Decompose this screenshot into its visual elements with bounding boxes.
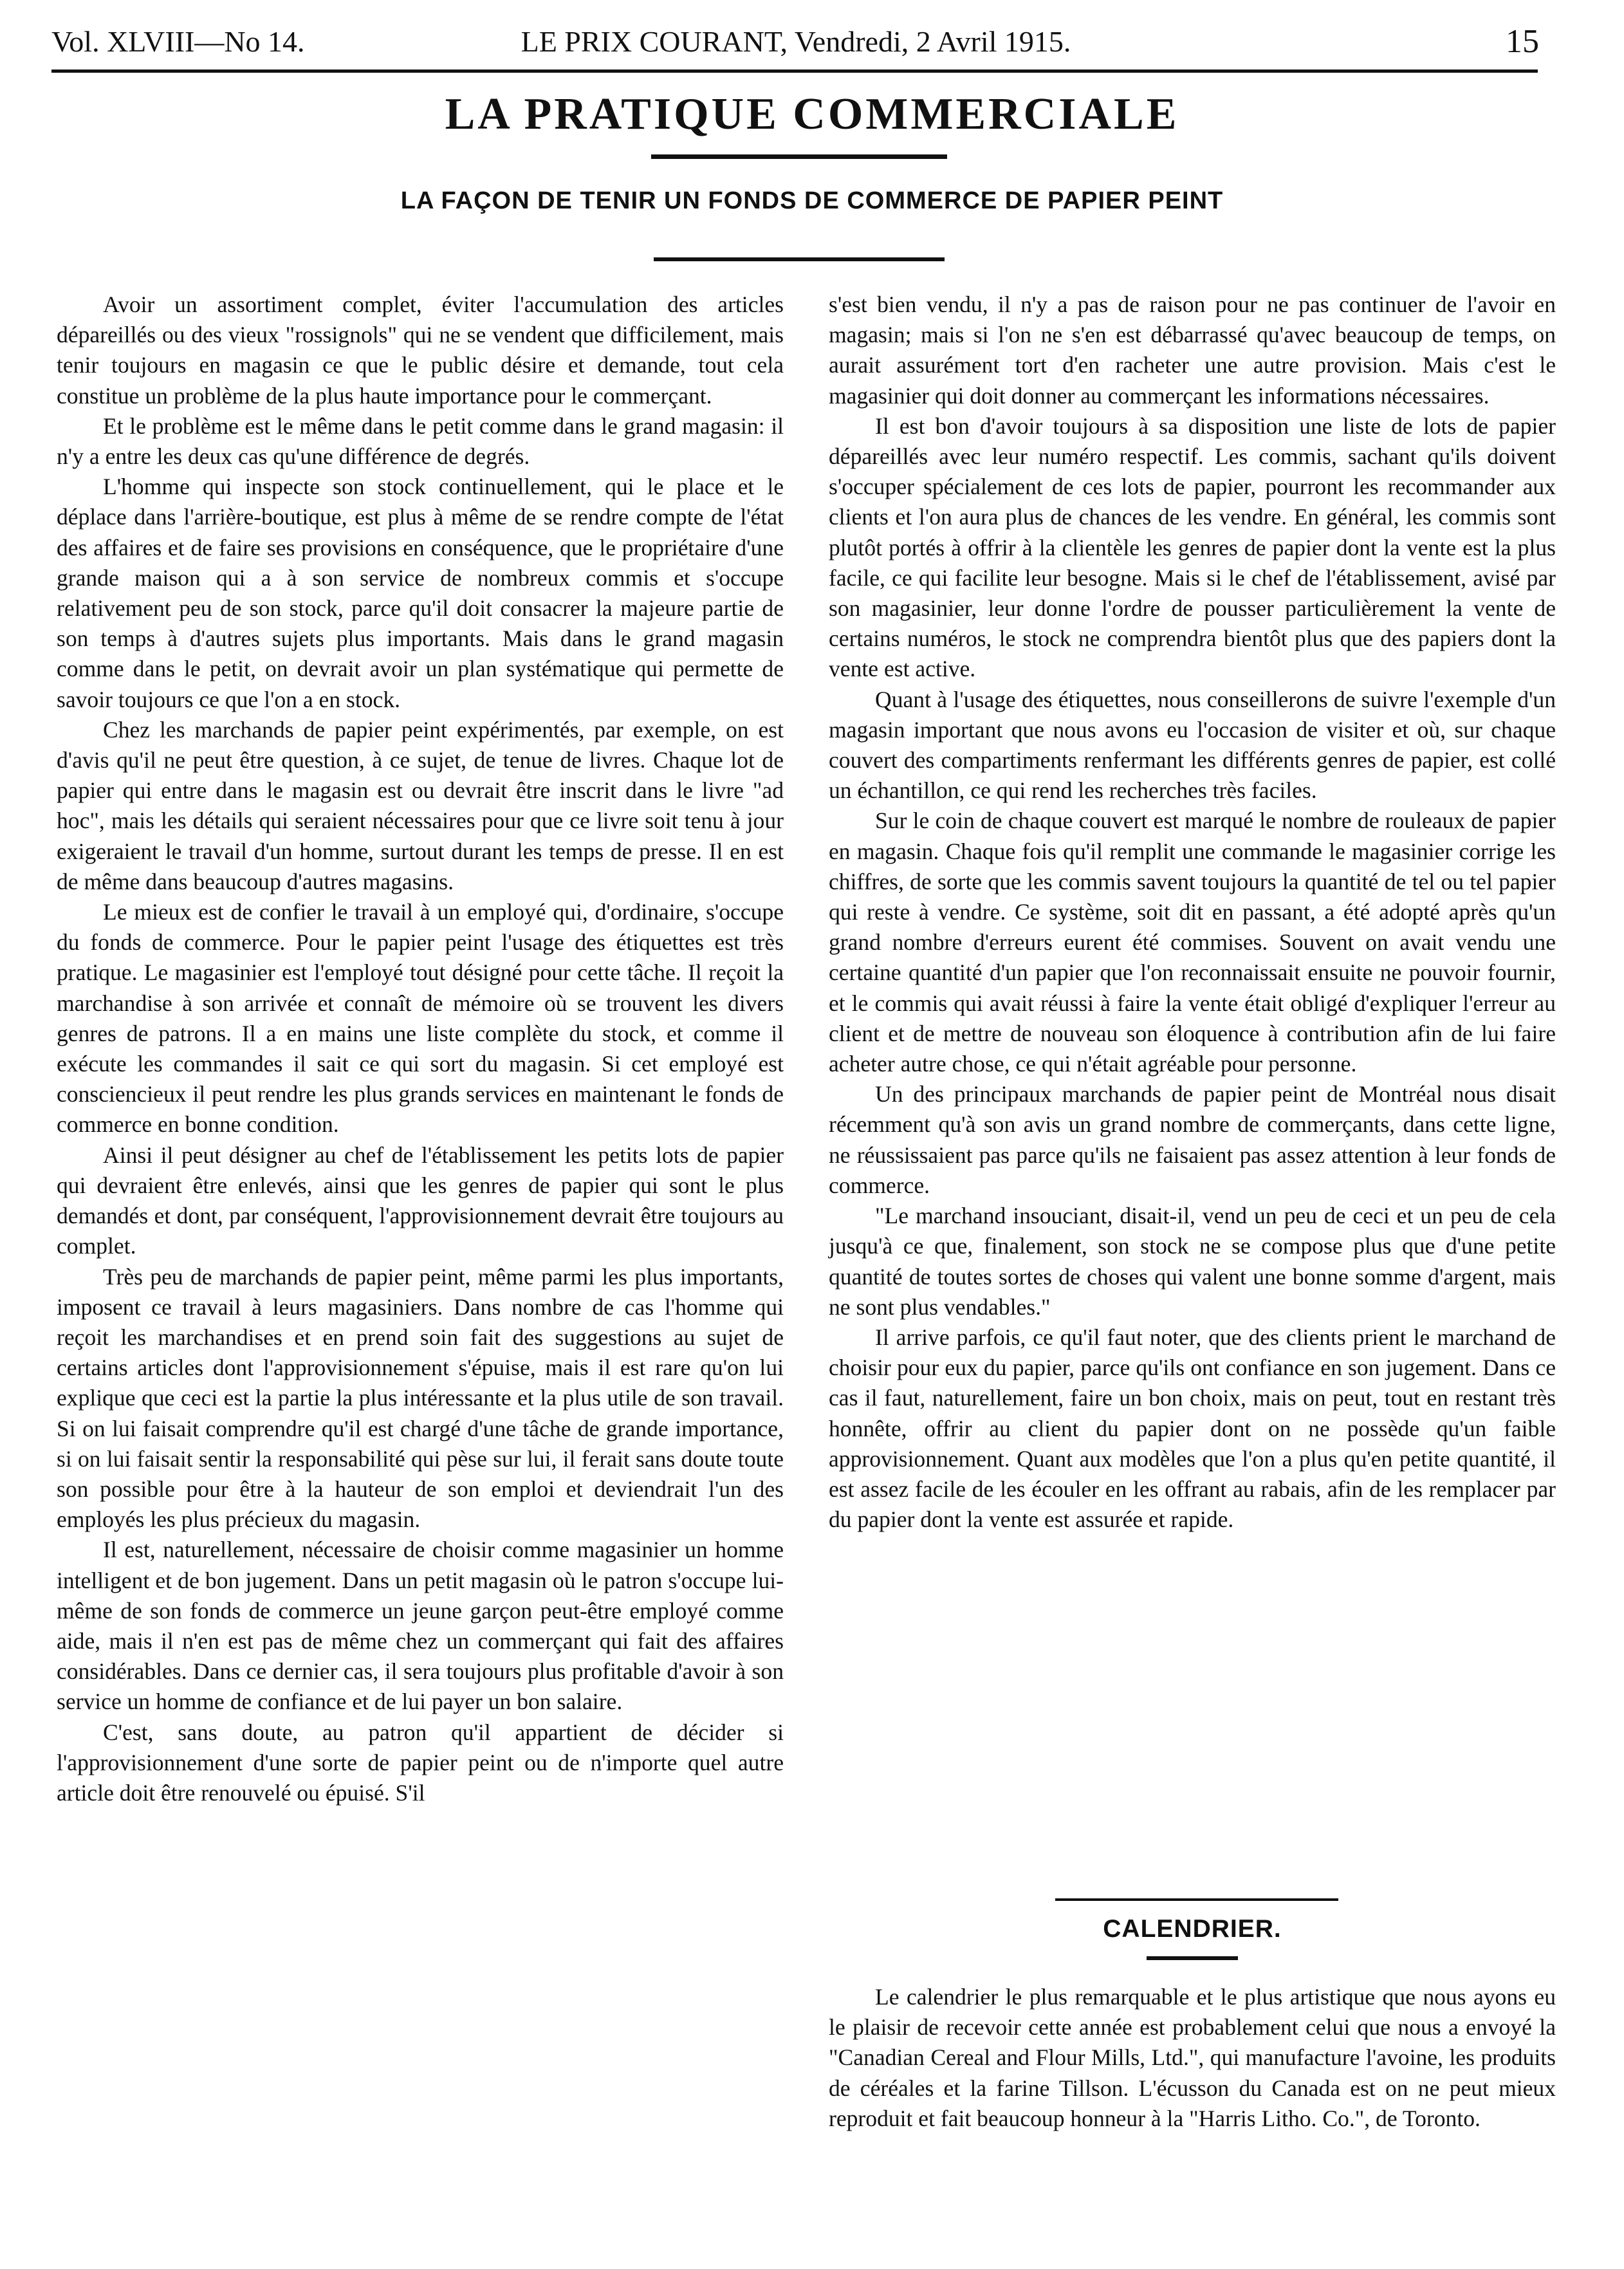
volume-number: Vol. XLVIII—No 14. bbox=[51, 25, 305, 58]
paragraph: Le mieux est de confier le travail à un employé qui, d'ordinaire, s'occupe du fonds de commerce. Pour le papier peint l'usage des étiquettes est très pratique. Le magasinier est l'employé tout désigné pour cette tâche. Il reçoit la marchandise à son arrivée et connaît de mémoire où se trouvent les divers genres de patrons. Il a en mains une liste complète du stock, et comme il exécute les commandes il sait ce qui sort du magasin. Si cet employé est consciencieux il peut rendre les plus grands services en maintenant le fonds de commerce en bonne condition. bbox=[57, 899, 784, 1138]
paragraph: "Le marchand insouciant, disait-il, vend un peu de ceci et un peu de cela jusqu'à ce que, finalement, son stock ne se compose plus que d'une petite quantité de toutes sortes de choses qui valent une bonne somme d'argent, mais ne sont plus vendables." bbox=[829, 1203, 1556, 1320]
article-title: LA FAÇON DE TENIR UN FONDS DE COMMERCE DE PAPIER PEINT bbox=[400, 187, 1224, 214]
column-end-rule bbox=[1055, 1898, 1338, 1901]
paragraph: L'homme qui inspecte son stock continuellement, qui le place et le déplace dans l'arrière-boutique, est plus à même de se rendre compte de l'état des affaires et de faire ses provisions en conséquence, que le propriétaire d'une grande maison qui a à son service de nombreux commis et s'occupe relativement peu de son stock, parce qu'il doit consacrer la majeure partie de son temps à d'autres sujets plus importants. Mais dans le grand magasin comme dans le petit, on devrait avoir un plan systématique qui permette de savoir toujours ce que l'on a en stock. bbox=[57, 474, 784, 712]
paragraph: Un des principaux marchands de papier peint de Montréal nous disait récemment qu'à son avis un grand nombre de commerçants, dans cette ligne, ne réussissaient pas parce qu'ils ne faisaient pas assez attention à leur fonds de commerce. bbox=[829, 1081, 1556, 1198]
paragraph: Très peu de marchands de papier peint, même parmi les plus importants, imposent ce travail à leurs magasiniers. Dans nombre de cas l'homme qui reçoit les marchandises et en prend soin fait des suggestions au sujet de certains articles dont l'approvisionnement s'épuise, mais il est rare qu'on lui explique que ceci est la partie la plus intéressante et la plus utile de son travail. Si on lui faisait comprendre qu'il est chargé d'une tâche de grande importance, si on lui faisait sentir la responsabilité qui pèse sur lui, il ferait sans doute toute son possible pour être à la hauteur de son emploi et deviendrait l'un des employés les plus précieux du magasin. bbox=[57, 1263, 784, 1533]
section-title: LA PRATIQUE COMMERCIALE bbox=[445, 89, 1179, 139]
paragraph: Avoir un assortiment complet, éviter l'accumulation des articles dépareillés ou des vieux "rossignols" qui ne se vendent que difficilement, mais tenir toujours en magasin ce que le public désire et demande, tout cela constitue un problème de la plus haute importance pour le commerçant. bbox=[57, 292, 784, 409]
paragraph: C'est, sans doute, au patron qu'il appartient de décider si l'approvisionnement d'une sorte de papier peint ou de n'importe quel autre article doit être renouvelé ou épuisé. S'il bbox=[57, 1719, 784, 1806]
masthead: LE PRIX COURANT, Vendredi, 2 Avril 1915. bbox=[521, 25, 1071, 58]
paragraph: Quant à l'usage des étiquettes, nous conseillerons de suivre l'exemple d'un magasin important que nous avons eu l'occasion de visiter et où, sur chaque couvert des compartiments renfermant les différents genres de papier, est collé un échantillon, ce qui rend les recherches très faciles. bbox=[829, 686, 1556, 804]
calendrier-title-rule bbox=[1147, 1956, 1238, 1960]
paragraph: Chez les marchands de papier peint expérimentés, par exemple, on est d'avis qu'il ne peut être question, à ce sujet, de tenue de livres. Chaque lot de papier qui entre dans le magasin est ou devrait être inscrit dans le livre "ad hoc", mais les détails qui seraient nécessaires pour que ce livre soit tenu à jour exigeraient le travail d'un homme, surtout durant les temps de presse. Il en est de même dans beaucoup d'autres magasins. bbox=[57, 716, 784, 894]
paragraph: Ainsi il peut désigner au chef de l'établissement les petits lots de papier qui devraient être enlevés, ainsi que les genres de papier qui sont le plus demandés et dont, par conséquent, l'approvisionnement devrait être toujours au complet. bbox=[57, 1142, 784, 1259]
paragraph: Et le problème est le même dans le petit comme dans le grand magasin: il n'y a entre les deux cas qu'une différence de degrés. bbox=[57, 412, 784, 470]
article-column-left bbox=[57, 290, 784, 1808]
paragraph: Sur le coin de chaque couvert est marqué le nombre de rouleaux de papier en magasin. Chaque fois qu'il remplit une commande le magasinier corrige les chiffres, de sorte que les commis savent toujours la quantité de tel ou tel papier qui reste à vendre. Ce système, soit dit en passant, a été adopté après qu'un grand nombre d'erreurs eurent été commises. Souvent on avait vendu une certaine quantité d'un papier que l'on reconnaissait ensuite ne pouvoir fournir, et le commis qui avait réussi à faire la vente était obligé d'expliquer l'erreur au client et de mettre de nouveau son éloquence à contribution afin de lui faire acheter autre chose, ce qui n'était agréable pour personne. bbox=[829, 808, 1556, 1077]
paragraph: s'est bien vendu, il n'y a pas de raison pour ne pas continuer de l'avoir en magasin; mais si l'on ne s'en est débarrassé qu'avec beaucoup de temps, on aurait assurément tort d'en racheter une autre provision. Mais c'est le magasinier qui doit donner au commerçant les informations nécessaires. bbox=[829, 292, 1556, 409]
page-number: 15 bbox=[1506, 23, 1539, 60]
paragraph: Le calendrier le plus remarquable et le plus artistique que nous ayons eu le plaisir de recevoir cette année est probablement celui que nous a envoyé la "Canadian Cereal and Flour Mills, Ltd.", qui manufacture l'avoine, les produits de céréales et la farine Tillson. L'écusson du Canada est on ne peut mieux reproduit et fait beaucoup honneur à la "Harris Litho. Co.", de Toronto. bbox=[829, 1984, 1556, 2131]
header-rule bbox=[51, 69, 1538, 73]
paragraph: Il est, naturellement, nécessaire de choisir comme magasinier un homme intelligent et de bon jugement. Dans un petit magasin où le patron s'occupe lui-même de son fonds de commerce un jeune garçon peut-être employé comme aide, mais il n'en est pas de même chez un commerçant qui fait des affaires considérables. Dans ce dernier cas, il sera toujours plus profitable d'avoir à son service un homme de confiance et de lui payer un bon salaire. bbox=[57, 1537, 784, 1715]
calendrier-title: CALENDRIER. bbox=[1103, 1915, 1282, 1943]
article-column-right bbox=[829, 290, 1556, 1535]
section-title-rule bbox=[651, 154, 947, 159]
paragraph: Il arrive parfois, ce qu'il faut noter, que des clients prient le marchand de choisir pour eux du papier, parce qu'ils ont confiance en son jugement. Dans ce cas il faut, naturellement, faire un bon choix, mais on peut, tout en restant très honnête, offrir au client du papier dont on ne possède qu'un faible approvisionnement. Quant aux modèles que l'on a plus qu'en petite quantité, il est assez facile de les écouler en les offrant au rabais, afin de les remplacer par du papier dont la vente est assurée et rapide. bbox=[829, 1324, 1556, 1533]
paragraph: Il est bon d'avoir toujours à sa disposition une liste de lots de papier dépareillés avec leur numéro respectif. Les commis, sachant qu'ils doivent s'occuper spécialement de ces lots de papier, pourront les recommander aux clients et l'on aura plus de chances de les vendre. En général, les commis sont plutôt portés à offrir à la clientèle les genres de papier dont la vente est la plus facile, ce qui facilite leur besogne. Mais si le chef de l'établissement, avisé par son magasinier, leur donne l'ordre de pousser particulièrement la vente de certains numéros, le stock ne comprendra bientôt plus que des papiers dont la vente est active. bbox=[829, 412, 1556, 682]
page-header bbox=[46, 19, 1546, 64]
calendrier-body bbox=[829, 1982, 1556, 2134]
article-title-rule bbox=[654, 257, 945, 261]
